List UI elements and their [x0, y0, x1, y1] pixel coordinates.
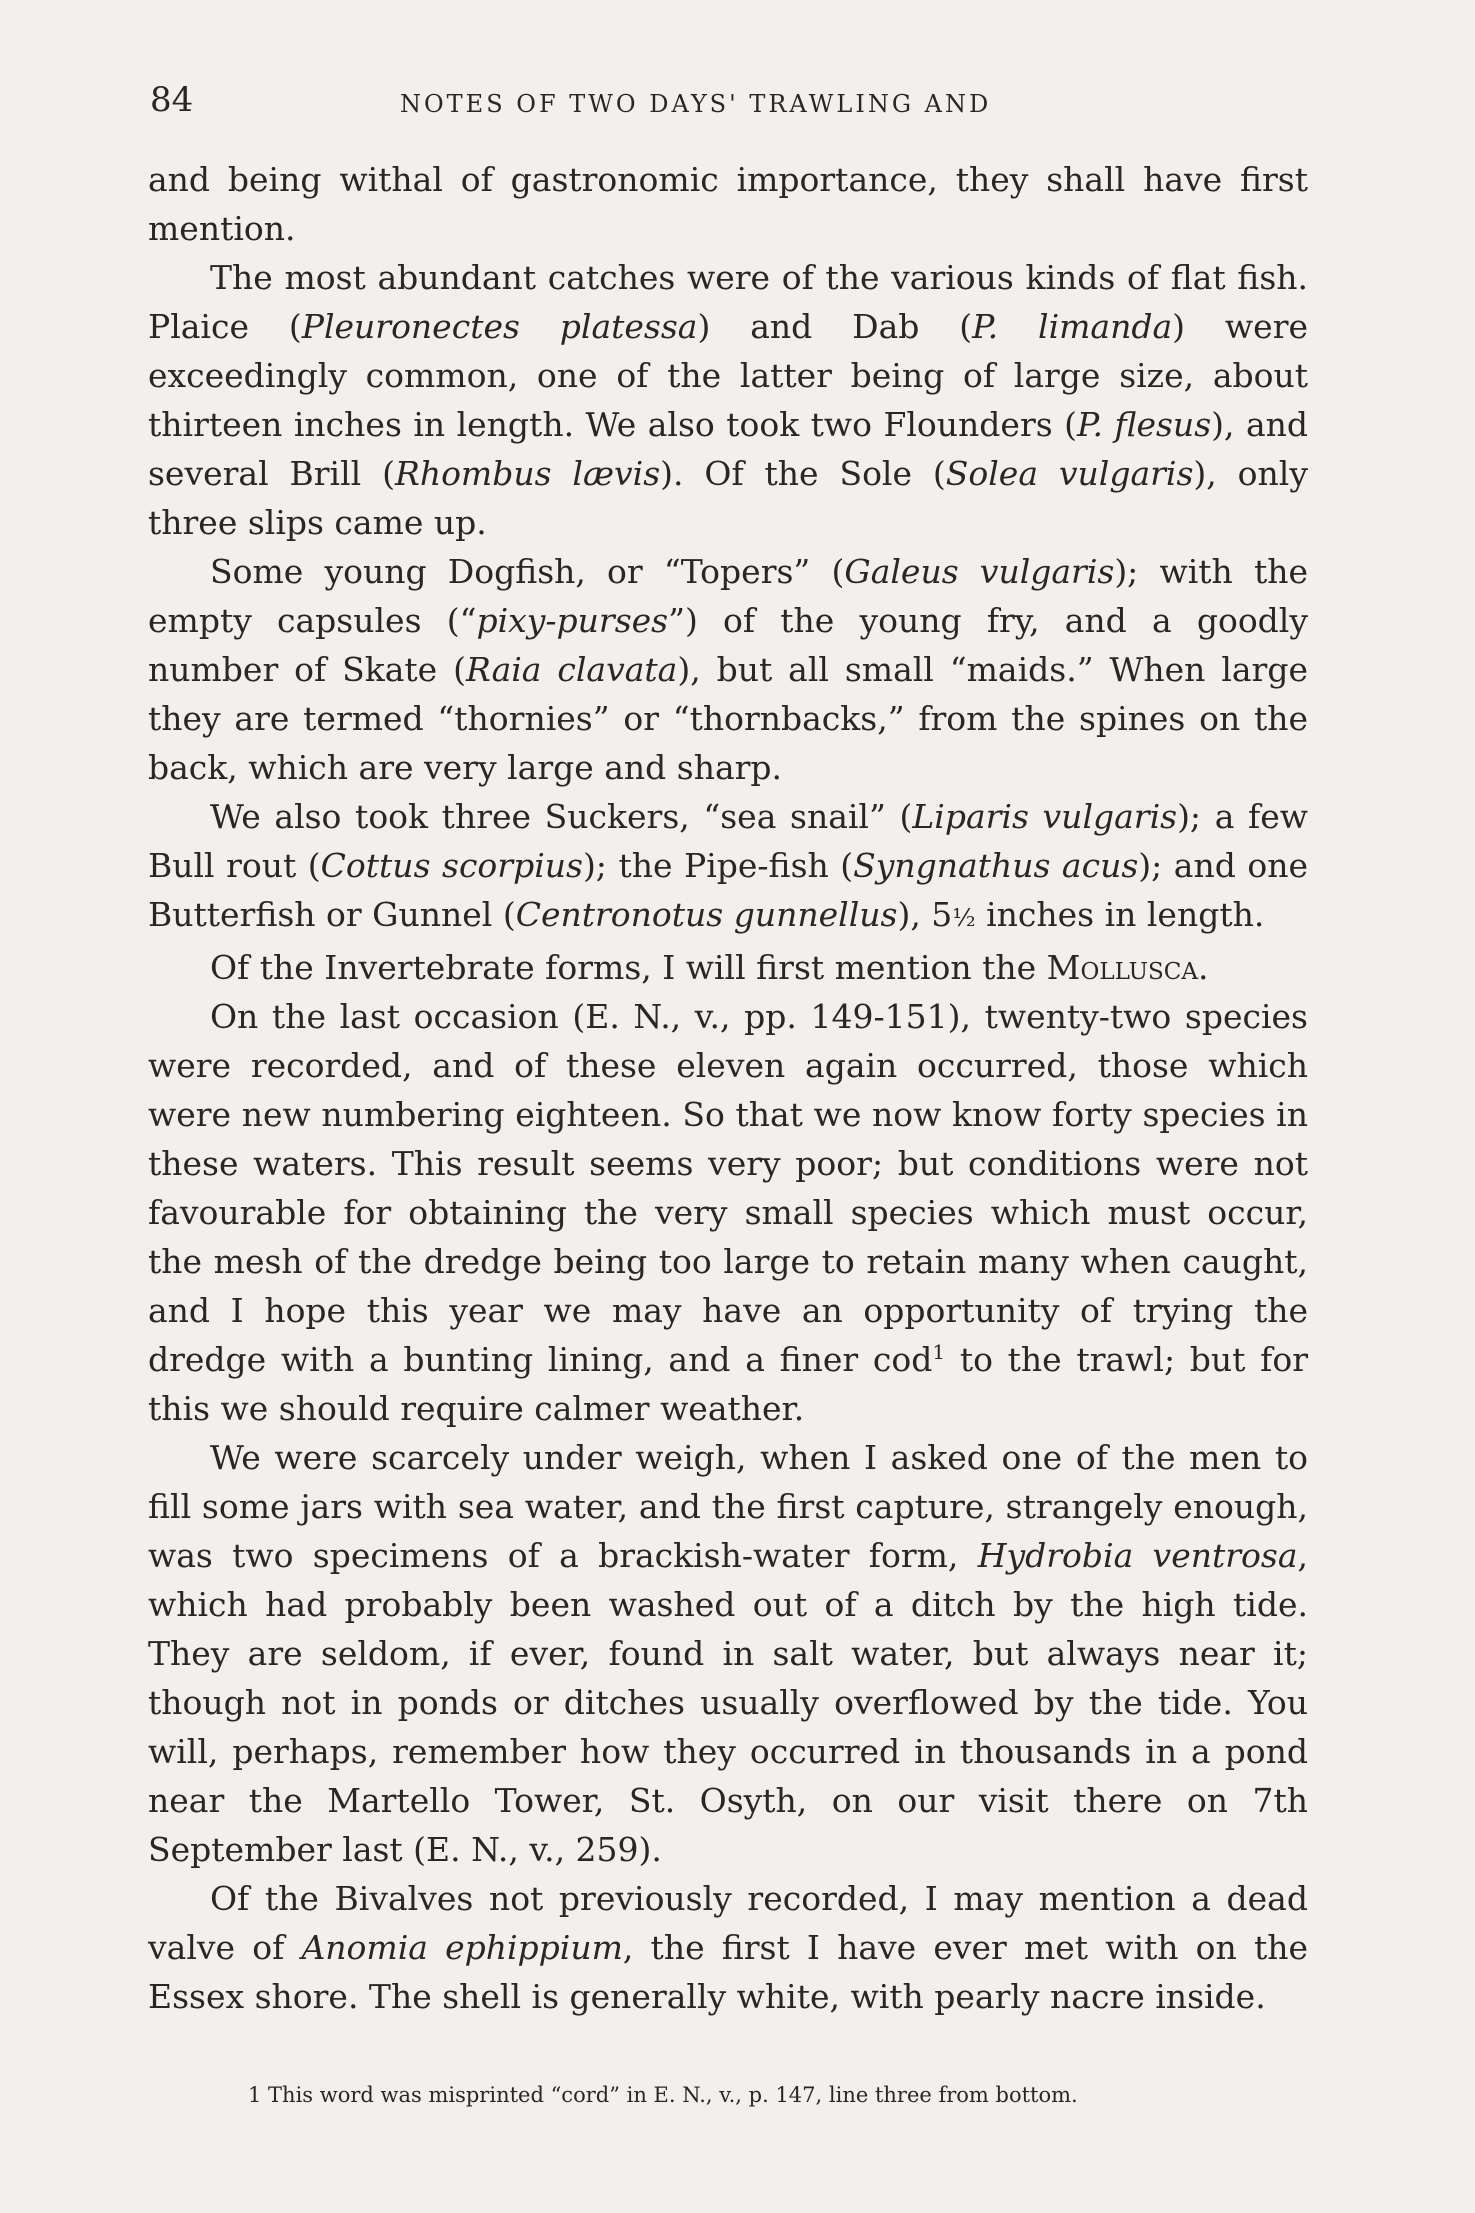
paragraph-flat-fish: The most abundant catches were of the various kinds of flat fish. Plaice (Pleuronectes platessa) and Dab (P. limanda) were exceedingly common, one of the latter being of large size, about thirteen inches in length. We also took two Flounders (P. flesus), and several Brill (Rhombus lævis). Of the Sole (Solea vulgaris), only three slips came up. [148, 258, 1308, 542]
paragraph-continuation: and being withal of gastronomic importance, they shall have first mention. [148, 160, 1308, 248]
paragraph-dogfish: Some young Dogfish, or “Topers” (Galeus vulgaris); with the empty capsules (“pixy-purses”) of the young fry, and a goodly number of Skate (Raia clavata), but all small “maids.” When large they are termed “thornies” or “thornbacks,” from the spines on the back, which are very large and sharp. [148, 552, 1309, 787]
page-number: 84 [150, 80, 194, 120]
paragraph-hydrobia: We were scarcely under weigh, when I asked one of the men to fill some jars with sea water, and the first capture, strangely enough, was two specimens of a brackish-water form, Hydrobia ventrosa, which had probably been washed out of a ditch by the high tide. They are seldom, if ever, found in salt water, but always near it; though not in ponds or ditches usually overflowed by the tide. You will, perhaps, remember how they occurred in thousands in a pond near the Martello Tower, St. Osyth, on our visit there on 7th September last (E. N., v., 259). [148, 1438, 1308, 1869]
body-text [148, 155, 1308, 2021]
footnote: 1 This word was misprinted “cord” in E. N., v., p. 147, line three from bottom. [248, 2083, 1078, 2107]
paragraph-suckers: We also took three Suckers, “sea snail” (Liparis vulgaris); a few Bull rout (Cottus scorpius); the Pipe-fish (Syngnathus acus); and one Butterfish or Gunnel (Centronotus gunnellus), 5½ inches in length. [148, 797, 1308, 934]
page-header [150, 80, 1310, 130]
paragraph-bivalves: Of the Bivalves not previously recorded, I may mention a dead valve of Anomia ephippium, the first I have ever met with on the Essex shore. The shell is generally white, with pearly nacre inside. [148, 1879, 1309, 2016]
paragraph-invertebrates: Of the Invertebrate forms, I will first mention the Mollusca. [210, 948, 1209, 987]
running-head: NOTES OF TWO DAYS' TRAWLING AND [400, 90, 992, 118]
paragraph-last-occasion: On the last occasion (E. N., v., pp. 149-151), twenty-two species were recorded, and of these eleven again occurred, those which were new numbering eighteen. So that we now know forty species in these waters. This result seems very poor; but conditions were not favourable for obtaining the very small species which must occur, the mesh of the dredge being too large to retain many when caught, and I hope this year we may have an opportunity of trying the dredge with a bunting lining, and a finer cod$^1$ to the trawl; but for this we should require calmer weather. [148, 997, 1309, 1428]
